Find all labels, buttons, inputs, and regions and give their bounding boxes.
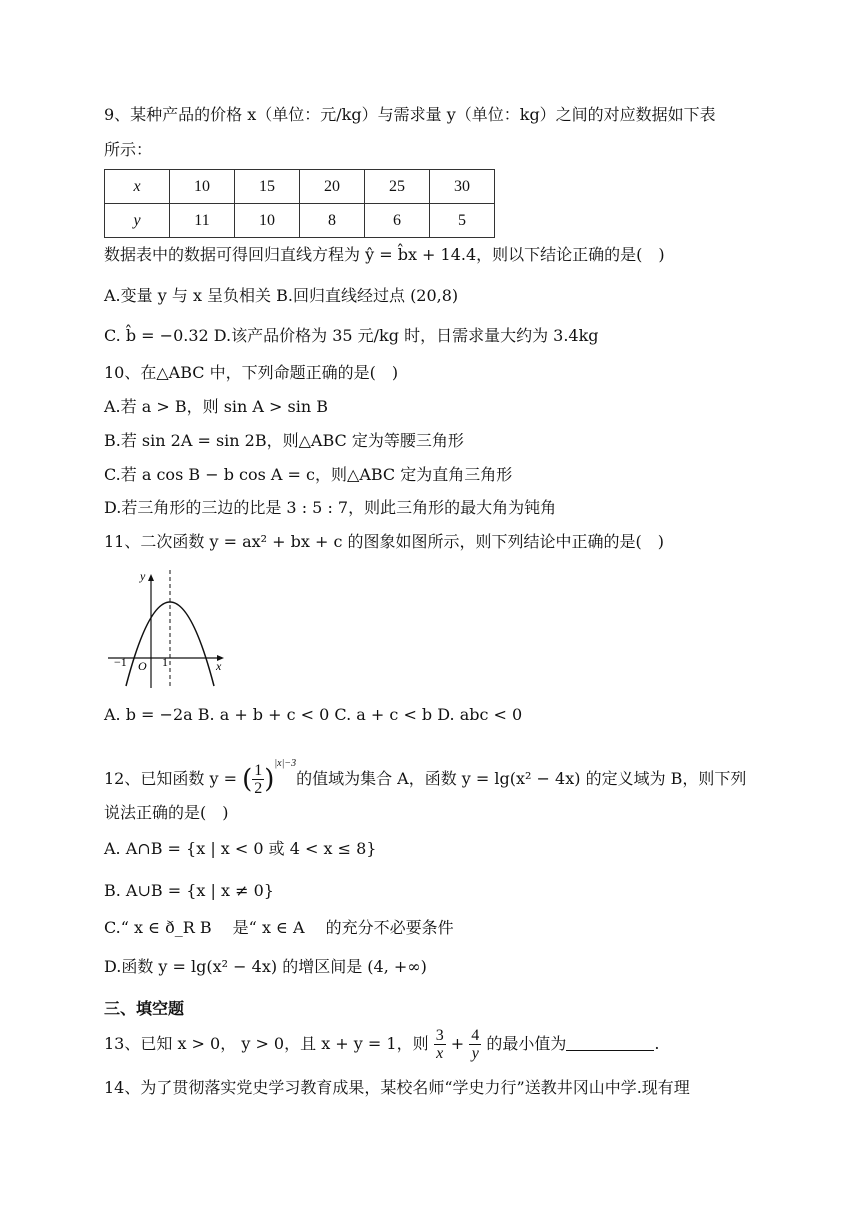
y-axis-label: y: [140, 569, 146, 583]
q12-option-b: B. A∪B = {x | x ≠ 0}: [104, 881, 274, 900]
answer-blank[interactable]: [566, 1034, 654, 1051]
q11-parabola-graph: [104, 566, 232, 694]
table-cell: 25: [365, 170, 430, 204]
table-cell: 10: [235, 204, 300, 238]
q12-option-a: A. A∩B = {x | x < 0 或 4 < x ≤ 8}: [104, 839, 377, 858]
table-cell: 20: [300, 170, 365, 204]
q12-stem-line1: 12、已知函数 y = ( $\frac{1}{2}$ )$^{|x|-3}$的值域为集合 A，函数 y = lg(x² − 4x) 的定义域为 B，则下列: [104, 758, 747, 797]
q9-options-cd: C. b̂ = −0.32 D.该产品价格为 35 元/kg 时，日需求量大约为 3.4kg: [104, 326, 599, 345]
q9-stem-line1: 9、某种产品的价格 x（单位：元/kg）与需求量 y（单位：kg）之间的对应数据如下表: [104, 105, 716, 124]
x-axis-label: x: [216, 659, 222, 673]
q12-stem-line2: 说法正确的是( ): [104, 803, 229, 822]
q12-stem-pre: 12、已知函数 y =: [104, 769, 243, 788]
fraction-numerator: 1: [254, 762, 263, 779]
fraction-numerator: 4: [471, 1027, 480, 1044]
q13-line: [104, 1022, 660, 1066]
q12-option-c: C.“ x ∈ ð_R B 是“ x ∈ A 的充分不必要条件: [104, 918, 454, 937]
table-cell: 15: [235, 170, 300, 204]
q9-stem-line2: 所示：: [104, 140, 153, 159]
table-row: [105, 170, 495, 204]
q11-stem: 11、二次函数 y = ax² + bx + c 的图象如图所示，则下列结论中正确的是( ): [104, 532, 664, 551]
table-cell: 30: [430, 170, 495, 204]
table-cell: 8: [300, 204, 365, 238]
table-row: [105, 204, 495, 238]
q11-options: A. b = −2a B. a + b + c < 0 C. a + c < b D. abc < 0: [104, 705, 523, 724]
q10-option-a: A.若 a > B，则 sin A > sin B: [104, 397, 329, 416]
q9-data-table: [104, 169, 495, 238]
q13-end: .: [654, 1034, 660, 1053]
q12-fraction: [252, 762, 264, 797]
fraction-numerator: 3: [435, 1027, 444, 1044]
q13-fraction-1: [434, 1027, 446, 1062]
y-axis-arrow-icon: [148, 574, 154, 581]
q10-option-d: D.若三角形的三边的比是 3 : 5 : 7，则此三角形的最大角为钝角: [104, 498, 557, 517]
table-cell: 6: [365, 204, 430, 238]
table-cell: 11: [170, 204, 235, 238]
fraction-denominator: x: [436, 1045, 444, 1062]
q10-option-c: C.若 a cos B − b cos A = c，则△ABC 定为直角三角形: [104, 465, 513, 484]
table-cell: 10: [170, 170, 235, 204]
q10-option-b: B.若 sin 2A = sin 2B，则△ABC 定为等腰三角形: [104, 431, 464, 450]
q12-stem-post: 的值域为集合 A，函数 y = lg(x² − 4x) 的定义域为 B，则下列: [296, 769, 747, 788]
q12-exponent: |x|−3: [274, 758, 297, 769]
q13-plus: +: [450, 1034, 465, 1053]
q13-fraction-2: [469, 1027, 481, 1062]
q13-pre: 13、已知 x > 0， y > 0，且 x + y = 1，则: [104, 1034, 429, 1053]
table-cell: x: [105, 170, 170, 204]
q10-stem: 10、在△ABC 中，下列命题正确的是( ): [104, 363, 399, 382]
origin-label: O: [138, 659, 147, 673]
one-label: 1: [162, 655, 168, 669]
fraction-denominator: 2: [254, 780, 263, 797]
q13-post: 的最小值为: [486, 1034, 567, 1053]
fraction-denominator: y: [471, 1045, 479, 1062]
section-title: 三、填空题: [104, 999, 185, 1018]
q9-options-ab: A.变量 y 与 x 呈负相关 B.回归直线经过点 (20,8): [104, 286, 459, 305]
table-cell: 5: [430, 204, 495, 238]
neg-one-label: −1: [114, 655, 127, 669]
q12-option-d: D.函数 y = lg(x² − 4x) 的增区间是 (4, +∞): [104, 957, 427, 976]
q14-stem: 14、为了贯彻落实党史学习教育成果，某校名师“学史力行”送教井冈山中学.现有理: [104, 1078, 690, 1097]
q9-stem-line3: 数据表中的数据可得回归直线方程为 ŷ = b̂x + 14.4，则以下结论正确的是( ): [104, 245, 665, 264]
table-cell: y: [105, 204, 170, 238]
